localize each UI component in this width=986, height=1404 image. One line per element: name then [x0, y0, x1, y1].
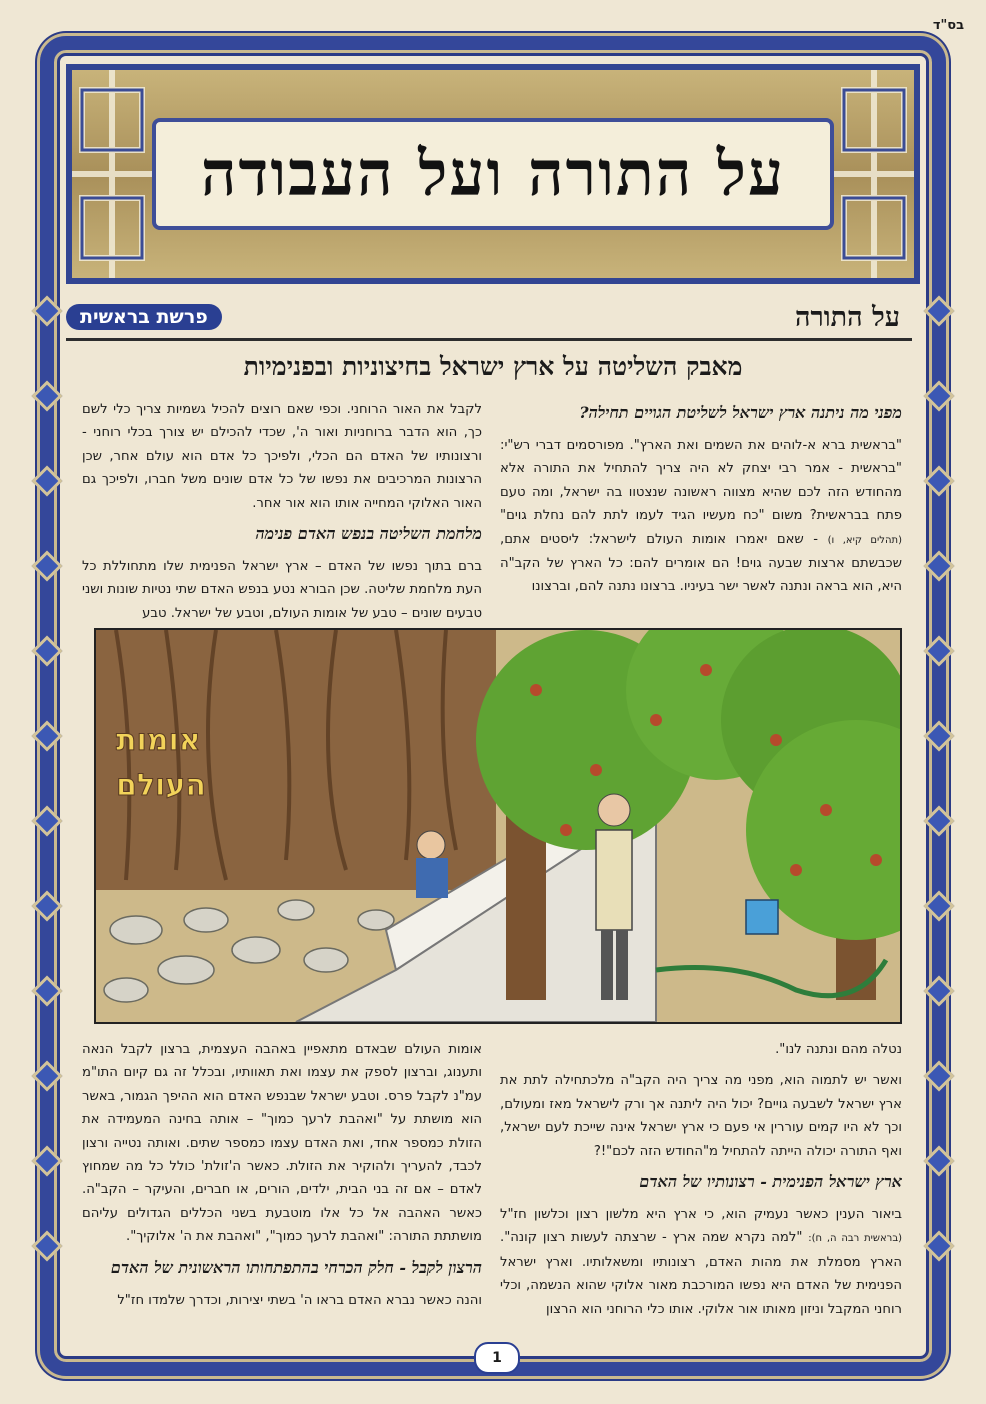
citation: (בראשית רבה ה, ח):	[808, 1233, 902, 1245]
subheading: ארץ ישראל הפנימית - רצונותיו של האדם	[639, 1172, 902, 1192]
column-top-right	[500, 398, 902, 620]
paragraph: ברם בתוך נפשו של האדם – ארץ ישראל הפנימית שלו מתחוללת כל העת מלחמת שליטה. שכן הבורא נטע בנפש האדם שתי נטיות שונות ושני טבעים שונים – טבע של אומות העולם, וטבע של ישראל. טבע	[82, 559, 482, 620]
sign-text-line2: העולם	[116, 768, 206, 803]
paragraph: אומות העולם שבאדם מתאפיין באהבה העצמית, ברצון לקבל הנאה ותענוג, וברצון לספק את עצמו ואת תאוותיו, ובכלל זה גם קיום התו"מ עמ"נ לקבל פרס. וטבע ישראל שבנפש האדם הוא ההיפך הגמור, באשר הוא מושתת על "ואהבת לרעך כמוך" – אותה בחינה המעמידה את הזולת כמספר אחד, ואת האדם עצמו כמספר שתים. ואותה נטייה ורצון לכבד, להעריך ולהוקיר את הזולת. כאשר ה'זולת' כולל כל מה שמחוץ לאדם – אם זה בני הבית, ילדים, הורים, או חברים, והעיקר – הקב"ה. כאשר האהבה אל כל אלו מוטבעת בשני הכללים הגדולים עליהם מושתתת התורה: "ואהבת לרעך כמוך", "ואהבת את ה' אלוקיך".	[82, 1042, 482, 1245]
right-border-ornaments	[928, 300, 950, 1340]
column-bottom-left	[82, 1038, 482, 1328]
paragraph: והנה כאשר נברא האדם בראו ה' בשתי יצירות, וכדרך שלמדו חז"ל	[117, 1292, 482, 1308]
banner-title-panel	[152, 118, 834, 230]
citation: (תהלים קיא, ו)	[827, 534, 902, 546]
publication-title: על התורה ועל העבודה	[200, 137, 786, 210]
article-title: מאבק השליטה על ארץ ישראל בחיצוניות ובפנימיות	[243, 352, 743, 381]
section-header	[66, 302, 912, 341]
subheading: מלחמת השליטה בנפש האדם פנימה	[255, 524, 482, 544]
column-bottom-right	[500, 1038, 902, 1328]
header-banner	[66, 64, 920, 284]
bsd-label: בס"ד	[932, 18, 964, 33]
page-number: 1	[474, 1342, 520, 1374]
paragraph: "בראשית ברא א-לוהים את השמים ואת הארץ". מפורסמים דברי רש"י: "בראשית - אמר רבי יצחק לא היה צריך להתחיל את התורה אלא מהחודש הזה לכם שהיא מצווה ראשונה שנצטוו בה ישראל, ומה טעם פתח בבראשית? משום "כח מעשיו הגיד לעמו לתת להם נחלת גוים" (תהלים קיא, ו) - שאם יאמרו אומות העולם לישראל: ליסטים אתם, שכבשתם ארצות שבעה גוים! הם אומרים להם: כל הארץ של הקב"ה היא, הוא בראה ונתנה לאשר ישר בעיניו. ברצונו נתנה להם, וברצונו	[500, 438, 902, 595]
paragraph: ואשר יש לתמוה הוא, מפני מה צריך היה הקב"ה מלכתחילה לתת את ארץ ישראל לשבעה גויים? יכול היה ליתנה אך ורק לישראל מאז ומעולם, וכך לא היו קמים עוררין אי פעם כי ארץ ישראל אינה שייכת לעם ישראל, ואף התורה יכולה הייתה להתחיל מ"החודש הזה לכם"!?	[500, 1073, 902, 1159]
paragraph: נטלה מהם ונתנה לנו".	[775, 1042, 902, 1057]
paragraph: ביאור הענין כאשר נעמיק הוא, כי ארץ היא מלשון רצון וכלשון חז"ל (בראשית רבה ה, ח): "למה נקרא שמה ארץ - שרצתה לעשות רצון קונה". הארץ מסמלת את מהות האדם, רצונותיו ומשאלותיו. וארץ ישראל הפנימית של האדם היא נפשו המורכבת מאור אלוקי שהוא הנשמה, וכלי רוחני המקבל וניזון מאותו אור אלוקי. אותו כלי הרוחני הוא הרצון	[500, 1207, 902, 1317]
left-border-ornaments	[36, 300, 58, 1340]
subheading: הרצון לקבל - חלק הכרחי בהתפתחותו הראשונית של האדם	[110, 1257, 482, 1277]
paragraph: לקבל את האור הרוחני. וכפי שאם רוצים להכיל גשמיות צריך כלי לשם כך, הוא הדבר ברוחניות ואור ה', שכדי להכילם יש צורך בכלי רוחני - ורצונותיו של האדם הם הכלי, ולפיכך כל אדם הוא עולם אחר, שכן הרצונות המרכיבים את נפשו של כל אדם שונים משל חברו, ולפיכך גם האור האלוקי המחייה אותו הוא אור אחר.	[82, 402, 482, 511]
section-title: על התורה	[794, 302, 900, 333]
subheading: מפני מה ניתנה ארץ ישראל לשליטת הגויים תחילה?	[579, 403, 902, 422]
sign-text-line1: אומות	[116, 723, 201, 758]
column-top-left	[82, 398, 482, 620]
parasha-badge: פרשת בראשית	[66, 304, 222, 330]
garden-illustration	[94, 628, 902, 1024]
